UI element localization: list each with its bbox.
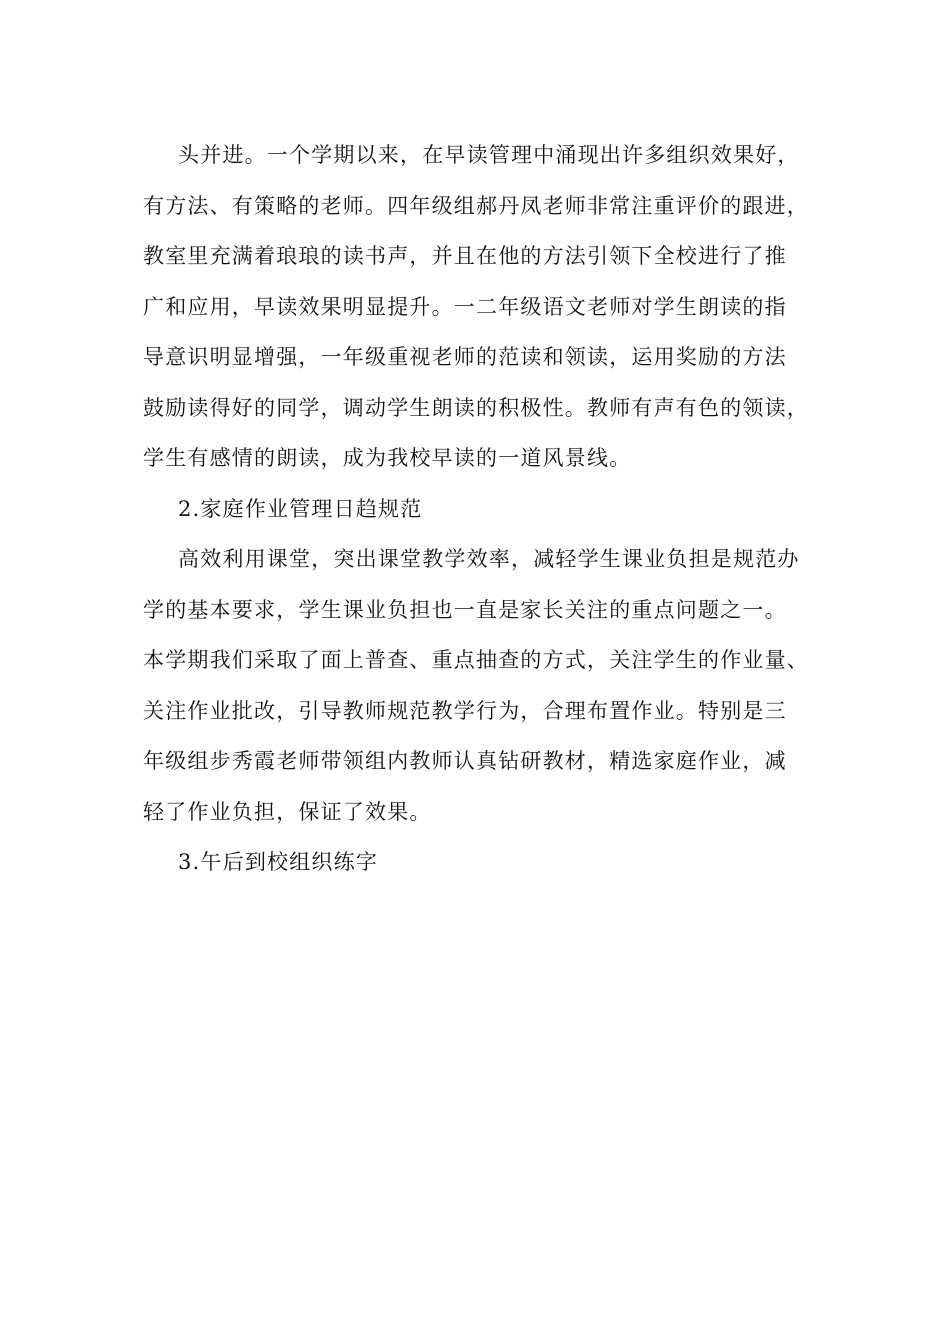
section-heading: 3.午后到校组织练字	[178, 850, 379, 874]
paragraph-line: 鼓励读得好的同学，调动学生朗读的积极性。教师有声有色的领读，	[143, 395, 809, 420]
paragraph-line: 高效利用课堂，突出课堂教学效率，减轻学生课业负担是规范办	[178, 547, 800, 571]
paragraph-line: 教室里充满着琅琅的读书声，并且在他的方法引领下全校进行了推	[143, 244, 787, 268]
paragraph-line: 广和应用，早读效果明显提升。一二年级语文老师对学生朗读的指	[143, 294, 787, 319]
paragraph-line: 有方法、有策略的老师。四年级组郝丹凤老师非常注重评价的跟进，	[143, 193, 809, 218]
paragraph-line: 学生有感情的朗读，成为我校早读的一道风景线。	[143, 446, 632, 470]
document-body	[143, 130, 808, 888]
paragraph-line: 学的基本要求，学生课业负担也一直是家长关注的重点问题之一。	[143, 597, 787, 622]
paragraph-line: 年级组步秀霞老师带领组内教师认真钻研教材，精选家庭作业，减	[143, 749, 787, 773]
paragraph-line: 关注作业批改，引导教师规范教学行为，合理布置作业。特别是三	[143, 698, 787, 723]
paragraph-line: 轻了作业负担，保证了效果。	[143, 799, 432, 824]
section-heading: 2.家庭作业管理日趋规范	[178, 496, 423, 521]
paragraph-line: 头并进。一个学期以来，在早读管理中涌现出许多组织效果好，	[178, 143, 800, 167]
paragraph-line: 本学期我们采取了面上普查、重点抽查的方式，关注学生的作业量、	[143, 648, 809, 672]
paragraph-line: 导意识明显增强，一年级重视老师的范读和领读，运用奖励的方法	[143, 345, 787, 369]
